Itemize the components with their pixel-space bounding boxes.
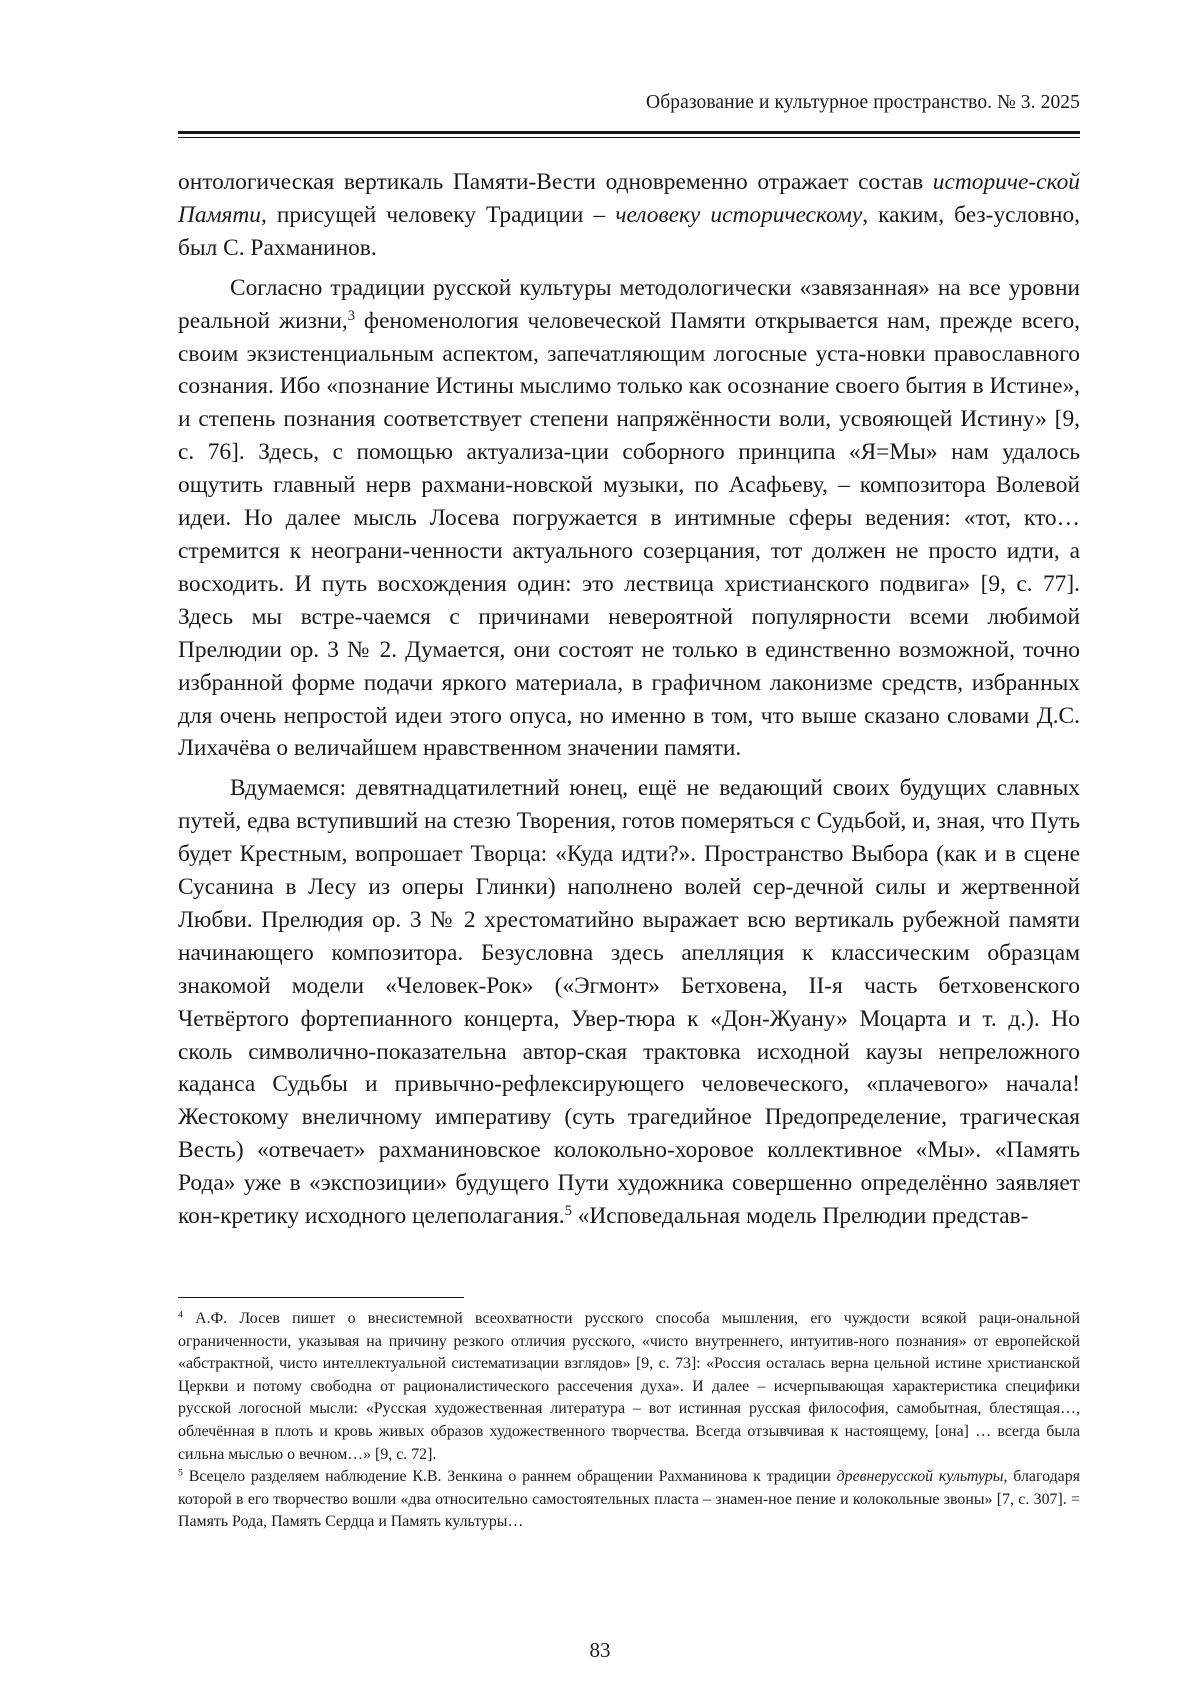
italic-phrase: человеку историческому (615, 201, 863, 228)
footnote-ref-3: 3 (347, 307, 355, 324)
footnote-4: $^4$ А.Ф. Лосев пишет о внесистемной всеохватности русского способа мышления, его чуждости всякой раци-ональной ограниченности, указывая на причину резкого отличия русского, «чисто внутреннего, интуитив-ного познания» от европейской «абстрактной, чисто интеллектуальной систематизации взглядов» [9, с. 73]: «Россия осталась верна цельной истине христианской Церкви и потому свободна от рационалистического рассечения духа». И далее – исчерпывающая характеристика специфики русской логосной мысли: «Русская художественная литература – вот истинная русская философия, самобытная, блестящая…, облечённая в плоть и кровь живых образов художественного творчества. Всегда отзывчивая к настоящему, [она] … всегда была сильна мыслью о вечном…» [9, с. 72]. (178, 1309, 1080, 1463)
footnote-ref-5: 5 (564, 1203, 572, 1220)
body-text (178, 166, 1080, 1233)
running-head: Образование и культурное пространство. № 3. 2025 (646, 92, 1080, 113)
italic-phrase: историче-ской Памяти, (178, 169, 1080, 228)
footnote-separator (178, 1297, 464, 1298)
italic-phrase: древнерусской культуры, (836, 1468, 1008, 1486)
footnotes (178, 1308, 1080, 1534)
header-rule-thin (178, 137, 1080, 138)
paragraph-2: Согласно традиции русской культуры методологически «завязанная» на все уровни реальной жизни,$^3$ феноменология человеческой Памяти открывается нам, прежде всего, своим экзистенциальным аспектом, запечатляющим логосные уста-новки православного сознания. Ибо «познание Истины мыслимо только как осознание своего бытия в Истине», и степень познания соответствует степени напряжённости воли, усвояющей Истину» [9, с. 76]. Здесь, с помощью актуализа-ции соборного принципа «Я=Мы» нам удалось ощутить главный нерв рахмани-новской музыки, по Асафьеву, – композитора Волевой идеи. Но далее мысль Лосева погружается в интимные сферы ведения: «тот, кто…стремится к неограни-ченности актуального созерцания, тот должен не просто идти, а восходить. И путь восхождения один: это лествица христианского подвига» [9, с. 77]. Здесь мы встре-чаемся с причинами невероятной популярности всеми любимой Прелюдии ор. 3 № 2. Думается, они состоят не только в единственно возможной, точно избранной форме подачи яркого материала, в графичном лаконизме средств, избранных для очень непростой идеи этого опуса, но именно в том, что выше сказано словами Д.С. Лихачёва о величайшем нравственном значении памяти. (178, 274, 1080, 762)
footnote-number: 4 (178, 1309, 183, 1321)
footnote-number: 5 (178, 1467, 183, 1479)
header-rule-thick (178, 131, 1080, 134)
paragraph-3: Вдумаемся: девятнадцатилетний юнец, ещё не ведающий своих будущих славных путей, едва вступивший на стезю Творения, готов померяться с Судьбой, и, зная, что Путь будет Крестным, вопрошает Творца: «Куда идти?». Пространство Выбора (как и в сцене Сусанина в Лесу из оперы Глинки) наполнено волей сер-дечной силы и жертвенной Любви. Прелюдия ор. 3 № 2 хрестоматийно выражает всю вертикаль рубежной памяти начинающего композитора. Безусловна здесь апелляция к классическим образцам знакомой модели «Человек-Рок» («Эгмонт» Бетховена, II-я часть бетховенского Четвёртого фортепианного концерта, Увер-тюра к «Дон-Жуану» Моцарта и т. д.). Но сколь символично-показательна автор-ская трактовка исходной каузы непреложного каданса Судьбы и привычно-рефлексирующего человеческого, «плачевого» начала! Жестокому внеличному императиву (суть трагедийное Предопределение, трагическая Весть) «отвечает» рахманиновское колокольно-хоровое коллективное «Мы». «Память Рода» уже в «экспозиции» будущего Пути художника совершенно определённо заявляет кон-кретику исходного целеполагания.$^5$ «Исповедальная модель Прелюдии представ- (178, 775, 1080, 1230)
page-number: 83 (589, 1638, 611, 1662)
footnote-5: $^5$ Всецело разделяем наблюдение К.В. Зенкина о раннем обращении Рахманинова к традиции древнерусской культуры, благодаря которой в его творчество вошли «два относительно самостоятельных пласта – знамен-ное пение и колокольные звоны» [7, с. 307]. = Память Рода, Память Сердца и Память культуры… (178, 1467, 1080, 1531)
paragraph-1: онтологическая вертикаль Памяти-Вести одновременно отражает состав историче-ской Памяти, присущей человеку Традиции – человеку историческому, каким, без-условно, был С. Рахманинов. (178, 169, 1081, 261)
